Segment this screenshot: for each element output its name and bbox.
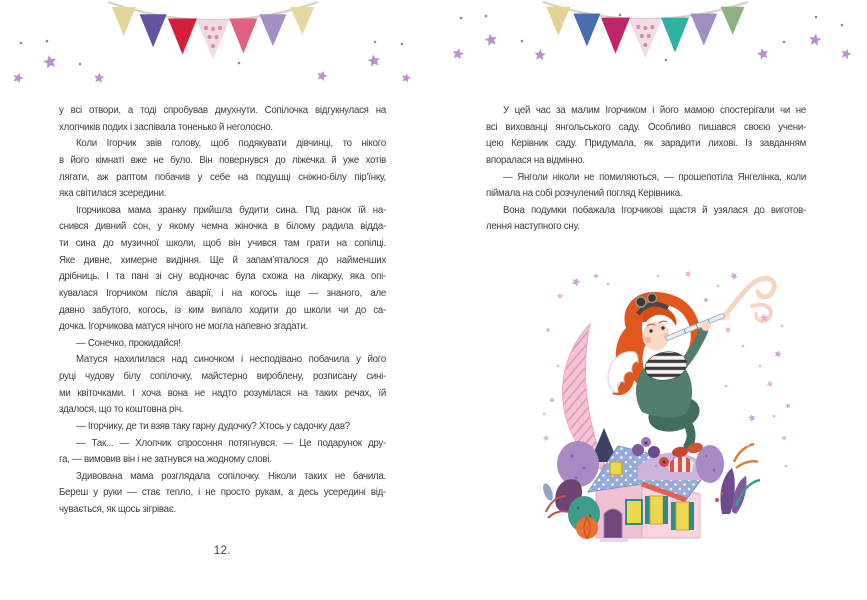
text-line: Здивована мама розглядала сопілочку. Ніколи таких не бачила. [76, 470, 386, 482]
text-line: ти сина до музичної школи, щоб він учився там грати на сопілці. [59, 238, 386, 249]
sprinkle-dot [759, 365, 762, 368]
text-line: чувається, як щось зігріває. [59, 504, 176, 515]
text-line: руці чудову білу сопілочку, майстерно вироблену, розписану сині- [59, 371, 386, 382]
text-line: яка світилася зсередини. [59, 188, 167, 200]
front-window [626, 500, 642, 524]
star-decoration [14, 73, 24, 84]
star-decorations [14, 14, 852, 84]
paragraph [59, 336, 386, 353]
speck-dot [374, 41, 377, 44]
page-number: 12. [213, 545, 232, 557]
angel-girl [636, 294, 722, 459]
text-line: у всі отвори, а тоді спробував дмухнути. Сопілочка відгукнулася на [59, 105, 386, 116]
paragraph [59, 136, 386, 203]
sprinkle-star [781, 435, 787, 441]
star-decoration [453, 48, 464, 59]
garland-string [108, 2, 318, 20]
paragraph [486, 203, 806, 236]
sprinkle-dot [773, 415, 776, 418]
bunting-flag [601, 18, 630, 54]
sprinkle-star [730, 273, 738, 281]
paragraph [59, 419, 386, 436]
text-line: піймала на собі розчулений погляд Керівника. [486, 188, 683, 200]
star-decoration [43, 55, 56, 68]
sprinkle-dot [725, 385, 728, 388]
bunting-flag [290, 7, 314, 35]
flute-smoke [722, 278, 775, 321]
speck-dot [841, 24, 844, 27]
sprinkle-star [557, 293, 564, 299]
text-line: — Сонечко, прокидайся! [76, 337, 181, 349]
star-decoration [368, 55, 380, 67]
bunting-garland-left [108, 2, 318, 59]
girl-eye [649, 329, 652, 332]
text-line: давно забутого, когось, із ким випало ходити до школи чи до са- [59, 304, 386, 316]
speck-dot [521, 40, 524, 43]
paragraph [486, 103, 806, 170]
text-line: — Ігорчику, де ти взяв таку гарну дудочку? Хтось у садочку дав? [76, 420, 350, 432]
bunting-flag [140, 14, 167, 47]
sprinkle-dot [742, 345, 745, 348]
goggles [636, 297, 646, 307]
text-line: лягати, аж раптом побачив у себе на подушці сніжно-білу пір’їнку, [59, 171, 386, 183]
text-line: здалося, що то коштовна річ. [59, 404, 184, 416]
paragraph [59, 436, 386, 469]
star-decoration [842, 49, 852, 60]
girl-eye [661, 326, 664, 329]
sprinkle-dot [781, 325, 784, 328]
text-line: ми квіточками. І хоча вона не надто розумілася на таких речах, їй [59, 387, 386, 399]
sprinkle-dot [747, 445, 750, 448]
sprinkle-star [543, 435, 550, 442]
paragraph [59, 203, 386, 336]
sprinkle-star [767, 381, 774, 387]
sprinkle-dot [785, 465, 788, 468]
paragraph [59, 103, 386, 136]
bunting-flag [661, 18, 689, 53]
text-line: дрібниць. І та пані зі сну водночас була схожа на лікарку, яка опі- [59, 271, 386, 283]
speck-dot [79, 63, 82, 66]
sprinkle-dot [607, 283, 610, 286]
right-page-text [486, 103, 806, 236]
sprinkle-star [703, 297, 709, 303]
text-line: Ігорчикова мама зранку прийшла будити сина. Під ранок їй на- [76, 204, 386, 216]
bunting-flag [546, 7, 570, 36]
bunting-flag [229, 19, 257, 54]
text-line: в його кімнаті вже не було. Він повернувся до ліжечка й уже хотів [59, 154, 386, 166]
paragraph [59, 352, 386, 419]
bunting-flag [259, 14, 286, 46]
text-line: цею Керівник саду. Придумала, як зарадити лихові. Із завданням [486, 138, 806, 150]
girl-hand [701, 321, 711, 331]
star-decoration [535, 49, 546, 60]
text-line: всі вихованці янгольського саду. Особливо пишався своєю учени- [486, 121, 806, 133]
bunting-flag [197, 20, 230, 59]
sprinkle-star [572, 278, 580, 287]
speck-dot [401, 43, 404, 46]
goggles [648, 294, 657, 303]
bunting-flag [168, 19, 197, 55]
foliage-right [696, 444, 760, 514]
speck-dot [460, 17, 463, 20]
text-line: — Янголи ніколи не помиляються, — прошепотіла Янгелінка, коли [503, 171, 806, 183]
text-line: впоралася на відмінно. [486, 154, 585, 166]
star-decoration [402, 73, 411, 82]
sprinkle-dot [717, 285, 720, 288]
text-line: Береш у руки — стає тепло, і не просто рукам, а десь усередині від- [59, 487, 386, 499]
house-door [604, 509, 622, 538]
speck-dot [485, 15, 488, 18]
story-illustration [541, 271, 790, 542]
speck-dot [238, 62, 241, 65]
text-line: Матуся нахилилася над синочком і несподівано побачила у його [76, 354, 386, 366]
sprinkle-dot [557, 365, 560, 368]
speck-dot [619, 14, 622, 17]
bunting-flag [573, 14, 600, 47]
sprinkle-star [593, 273, 599, 279]
text-line: У цей час за малим Ігорчиком і його мамою спостерігали чи не [503, 105, 806, 116]
sprinkle-star [725, 327, 732, 333]
speck-dot [46, 40, 49, 43]
star-decoration [809, 34, 821, 46]
text-line: — Так... — Хлопчик спросоння потягнувся. — Це подарунок дру- [76, 437, 386, 449]
sprinkle-dot [657, 275, 660, 278]
star-decoration [757, 48, 768, 59]
text-line: лення наступного сну. [486, 221, 580, 233]
sprinkle-star [685, 271, 691, 278]
side-window [671, 502, 694, 530]
speck-dot [815, 16, 818, 19]
attic-window [610, 462, 622, 475]
sprinkle-star [748, 414, 756, 422]
paragraph [486, 170, 806, 203]
door-step [600, 538, 628, 542]
paragraph [59, 469, 386, 519]
speck-dot [665, 59, 668, 62]
star-decoration [317, 71, 327, 81]
garland-string [543, 2, 748, 19]
text-line: Вона подумки побажала Ігорчикові щастя й узялася до виготов- [503, 204, 806, 216]
text-line: дочка. Ігорчикова матуся нічого не могла напевно згадати. [59, 321, 308, 333]
text-line: снився дивний сон, у якому чемна жіночка в білому радила відда- [59, 221, 386, 233]
sprinkle-dot [543, 413, 546, 416]
text-line: Коли Ігорчик звів голову, щоб подякувати дівчинці, то нікого [76, 138, 386, 150]
text-line: хлопчиків подих і заспівала тоненько й неголосно. [59, 121, 273, 133]
bunting-flag [690, 14, 717, 46]
speck-dot [20, 42, 23, 45]
bunting-flag [629, 19, 662, 58]
star-decoration [94, 73, 104, 83]
sprinkle-star [785, 403, 791, 409]
text-line: га, — вимовив він і не затнувся на жодному слові. [59, 454, 272, 466]
bunting-garland-right [543, 2, 748, 58]
text-line: Яке дивне, химерне видіння. Ще й запам’яталося до найменших [59, 254, 386, 266]
sprinkle-star [545, 327, 551, 333]
text-line: кувалася Ігорчиком після аварії, і на когось іще — знаного, але [59, 287, 386, 299]
left-page-text [59, 103, 386, 519]
sprinkle-star [775, 350, 782, 358]
bunting-flag [721, 7, 745, 35]
speck-dot [783, 41, 786, 44]
bunting-flag [112, 7, 136, 36]
star-decoration [485, 34, 497, 46]
side-window [645, 496, 668, 524]
sprinkle-star [549, 398, 555, 403]
